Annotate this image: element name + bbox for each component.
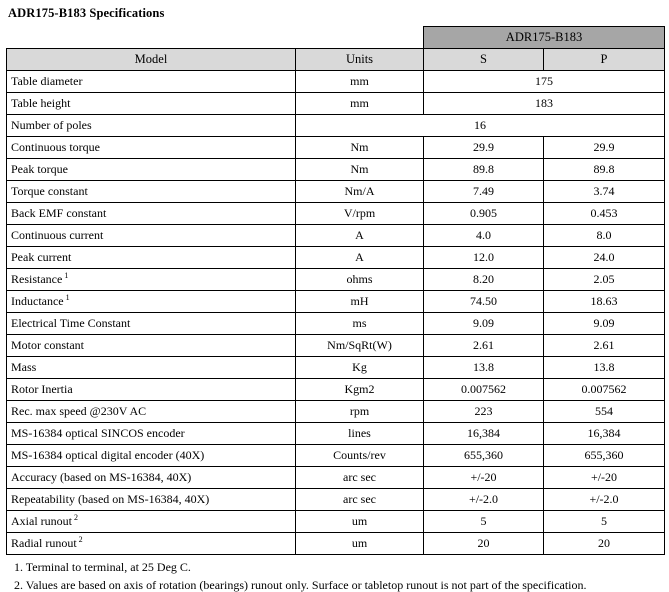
table-row: [7, 71, 665, 93]
cell-value-s: 0.007562: [424, 379, 544, 401]
cell-value-p: 2.61: [544, 335, 665, 357]
cell-value-merged: 16: [296, 115, 665, 137]
cell-model: Mass: [7, 357, 296, 379]
cell-model: Peak torque: [7, 159, 296, 181]
table-row: [7, 247, 665, 269]
cell-value-s: +/-2.0: [424, 489, 544, 511]
cell-model: Torque constant: [7, 181, 296, 203]
cell-value-merged: 183: [424, 93, 665, 115]
cell-model: Table height: [7, 93, 296, 115]
cell-value-s: 4.0: [424, 225, 544, 247]
footnote-marker: 2: [72, 513, 78, 523]
table-row: [7, 313, 665, 335]
cell-value-merged: 175: [424, 71, 665, 93]
cell-value-s: 7.49: [424, 181, 544, 203]
cell-units: Nm: [296, 159, 424, 181]
footnotes: [14, 561, 665, 592]
cell-value-s: +/-20: [424, 467, 544, 489]
cell-units: um: [296, 511, 424, 533]
cell-units: mm: [296, 71, 424, 93]
table-row: [7, 335, 665, 357]
cell-value-s: 8.20: [424, 269, 544, 291]
group-header-model-name: ADR175-B183: [424, 27, 665, 49]
cell-value-p: 18.63: [544, 291, 665, 313]
cell-value-p: 9.09: [544, 313, 665, 335]
cell-units: Kgm2: [296, 379, 424, 401]
cell-value-p: +/-2.0: [544, 489, 665, 511]
cell-value-p: 89.8: [544, 159, 665, 181]
cell-value-s: 2.61: [424, 335, 544, 357]
cell-units: rpm: [296, 401, 424, 423]
cell-model: Electrical Time Constant: [7, 313, 296, 335]
cell-model: Inductance $^1$: [7, 291, 296, 313]
cell-model: Repeatability (based on MS-16384, 40X): [7, 489, 296, 511]
cell-model: Motor constant: [7, 335, 296, 357]
cell-units: Counts/rev: [296, 445, 424, 467]
column-header-s: S: [424, 49, 544, 71]
cell-value-p: +/-20: [544, 467, 665, 489]
table-row: [7, 445, 665, 467]
table-row: [7, 269, 665, 291]
table-row: [7, 93, 665, 115]
table-row: [7, 533, 665, 555]
table-row: [7, 225, 665, 247]
column-header-p: P: [544, 49, 665, 71]
cell-value-p: 655,360: [544, 445, 665, 467]
table-row: [7, 291, 665, 313]
cell-model: Continuous torque: [7, 137, 296, 159]
cell-model: MS-16384 optical SINCOS encoder: [7, 423, 296, 445]
cell-value-s: 12.0: [424, 247, 544, 269]
cell-units: Kg: [296, 357, 424, 379]
column-header-model: Model: [7, 49, 296, 71]
cell-value-s: 13.8: [424, 357, 544, 379]
cell-value-s: 89.8: [424, 159, 544, 181]
cell-value-p: 5: [544, 511, 665, 533]
table-row: [7, 357, 665, 379]
table-row: [7, 115, 665, 137]
header-spacer-model: [7, 27, 296, 49]
cell-value-p: 16,384: [544, 423, 665, 445]
cell-model: Number of poles: [7, 115, 296, 137]
cell-value-s: 74.50: [424, 291, 544, 313]
table-row: [7, 203, 665, 225]
cell-units: arc sec: [296, 467, 424, 489]
cell-value-s: 5: [424, 511, 544, 533]
cell-units: arc sec: [296, 489, 424, 511]
cell-value-p: 13.8: [544, 357, 665, 379]
cell-units: mm: [296, 93, 424, 115]
cell-units: V/rpm: [296, 203, 424, 225]
cell-model: Peak current: [7, 247, 296, 269]
cell-value-p: 554: [544, 401, 665, 423]
table-column-header-row: [7, 49, 665, 71]
table-row: [7, 181, 665, 203]
cell-value-s: 9.09: [424, 313, 544, 335]
table-row: [7, 379, 665, 401]
table-row: [7, 423, 665, 445]
cell-value-p: 29.9: [544, 137, 665, 159]
header-spacer-units: [296, 27, 424, 49]
cell-value-p: 2.05: [544, 269, 665, 291]
table-row: [7, 137, 665, 159]
specifications-table: [6, 26, 665, 555]
footnote-2: 2. Values are based on axis of rotation (bearings) runout only. Surface or tabletop runout is not part of the specification.: [14, 578, 587, 592]
table-group-header-row: [7, 27, 665, 49]
cell-model: Axial runout $^2$: [7, 511, 296, 533]
cell-units: A: [296, 225, 424, 247]
table-row: [7, 489, 665, 511]
cell-value-p: 8.0: [544, 225, 665, 247]
table-row: [7, 467, 665, 489]
cell-value-s: 655,360: [424, 445, 544, 467]
cell-value-s: 16,384: [424, 423, 544, 445]
cell-value-s: 0.905: [424, 203, 544, 225]
table-row: [7, 159, 665, 181]
cell-value-p: 0.007562: [544, 379, 665, 401]
footnote-1: 1. Terminal to terminal, at 25 Deg C.: [14, 560, 191, 574]
table-row: [7, 511, 665, 533]
cell-model: Resistance $^1$: [7, 269, 296, 291]
cell-model: Continuous current: [7, 225, 296, 247]
footnote-marker: 2: [76, 535, 83, 545]
cell-units: mH: [296, 291, 424, 313]
cell-units: Nm/A: [296, 181, 424, 203]
cell-value-p: 20: [544, 533, 665, 555]
column-header-units: Units: [296, 49, 424, 71]
cell-value-p: 0.453: [544, 203, 665, 225]
footnote-marker: 1: [63, 293, 70, 303]
cell-units: lines: [296, 423, 424, 445]
cell-model: Radial runout $^2$: [7, 533, 296, 555]
cell-model: Rec. max speed @230V AC: [7, 401, 296, 423]
cell-value-s: 29.9: [424, 137, 544, 159]
cell-model: Back EMF constant: [7, 203, 296, 225]
cell-model: MS-16384 optical digital encoder (40X): [7, 445, 296, 467]
cell-units: ms: [296, 313, 424, 335]
cell-value-s: 20: [424, 533, 544, 555]
cell-model: Accuracy (based on MS-16384, 40X): [7, 467, 296, 489]
cell-units: um: [296, 533, 424, 555]
table-row: [7, 401, 665, 423]
table-header: [7, 27, 665, 71]
cell-units: Nm: [296, 137, 424, 159]
cell-units: A: [296, 247, 424, 269]
cell-units: ohms: [296, 269, 424, 291]
cell-model: Rotor Inertia: [7, 379, 296, 401]
page-title: ADR175-B183 Specifications: [8, 6, 165, 20]
table-body: [7, 71, 665, 555]
cell-units: Nm/SqRt(W): [296, 335, 424, 357]
cell-model: Table diameter: [7, 71, 296, 93]
cell-value-s: 223: [424, 401, 544, 423]
cell-value-p: 24.0: [544, 247, 665, 269]
cell-value-p: 3.74: [544, 181, 665, 203]
footnote-marker: 1: [62, 271, 69, 281]
